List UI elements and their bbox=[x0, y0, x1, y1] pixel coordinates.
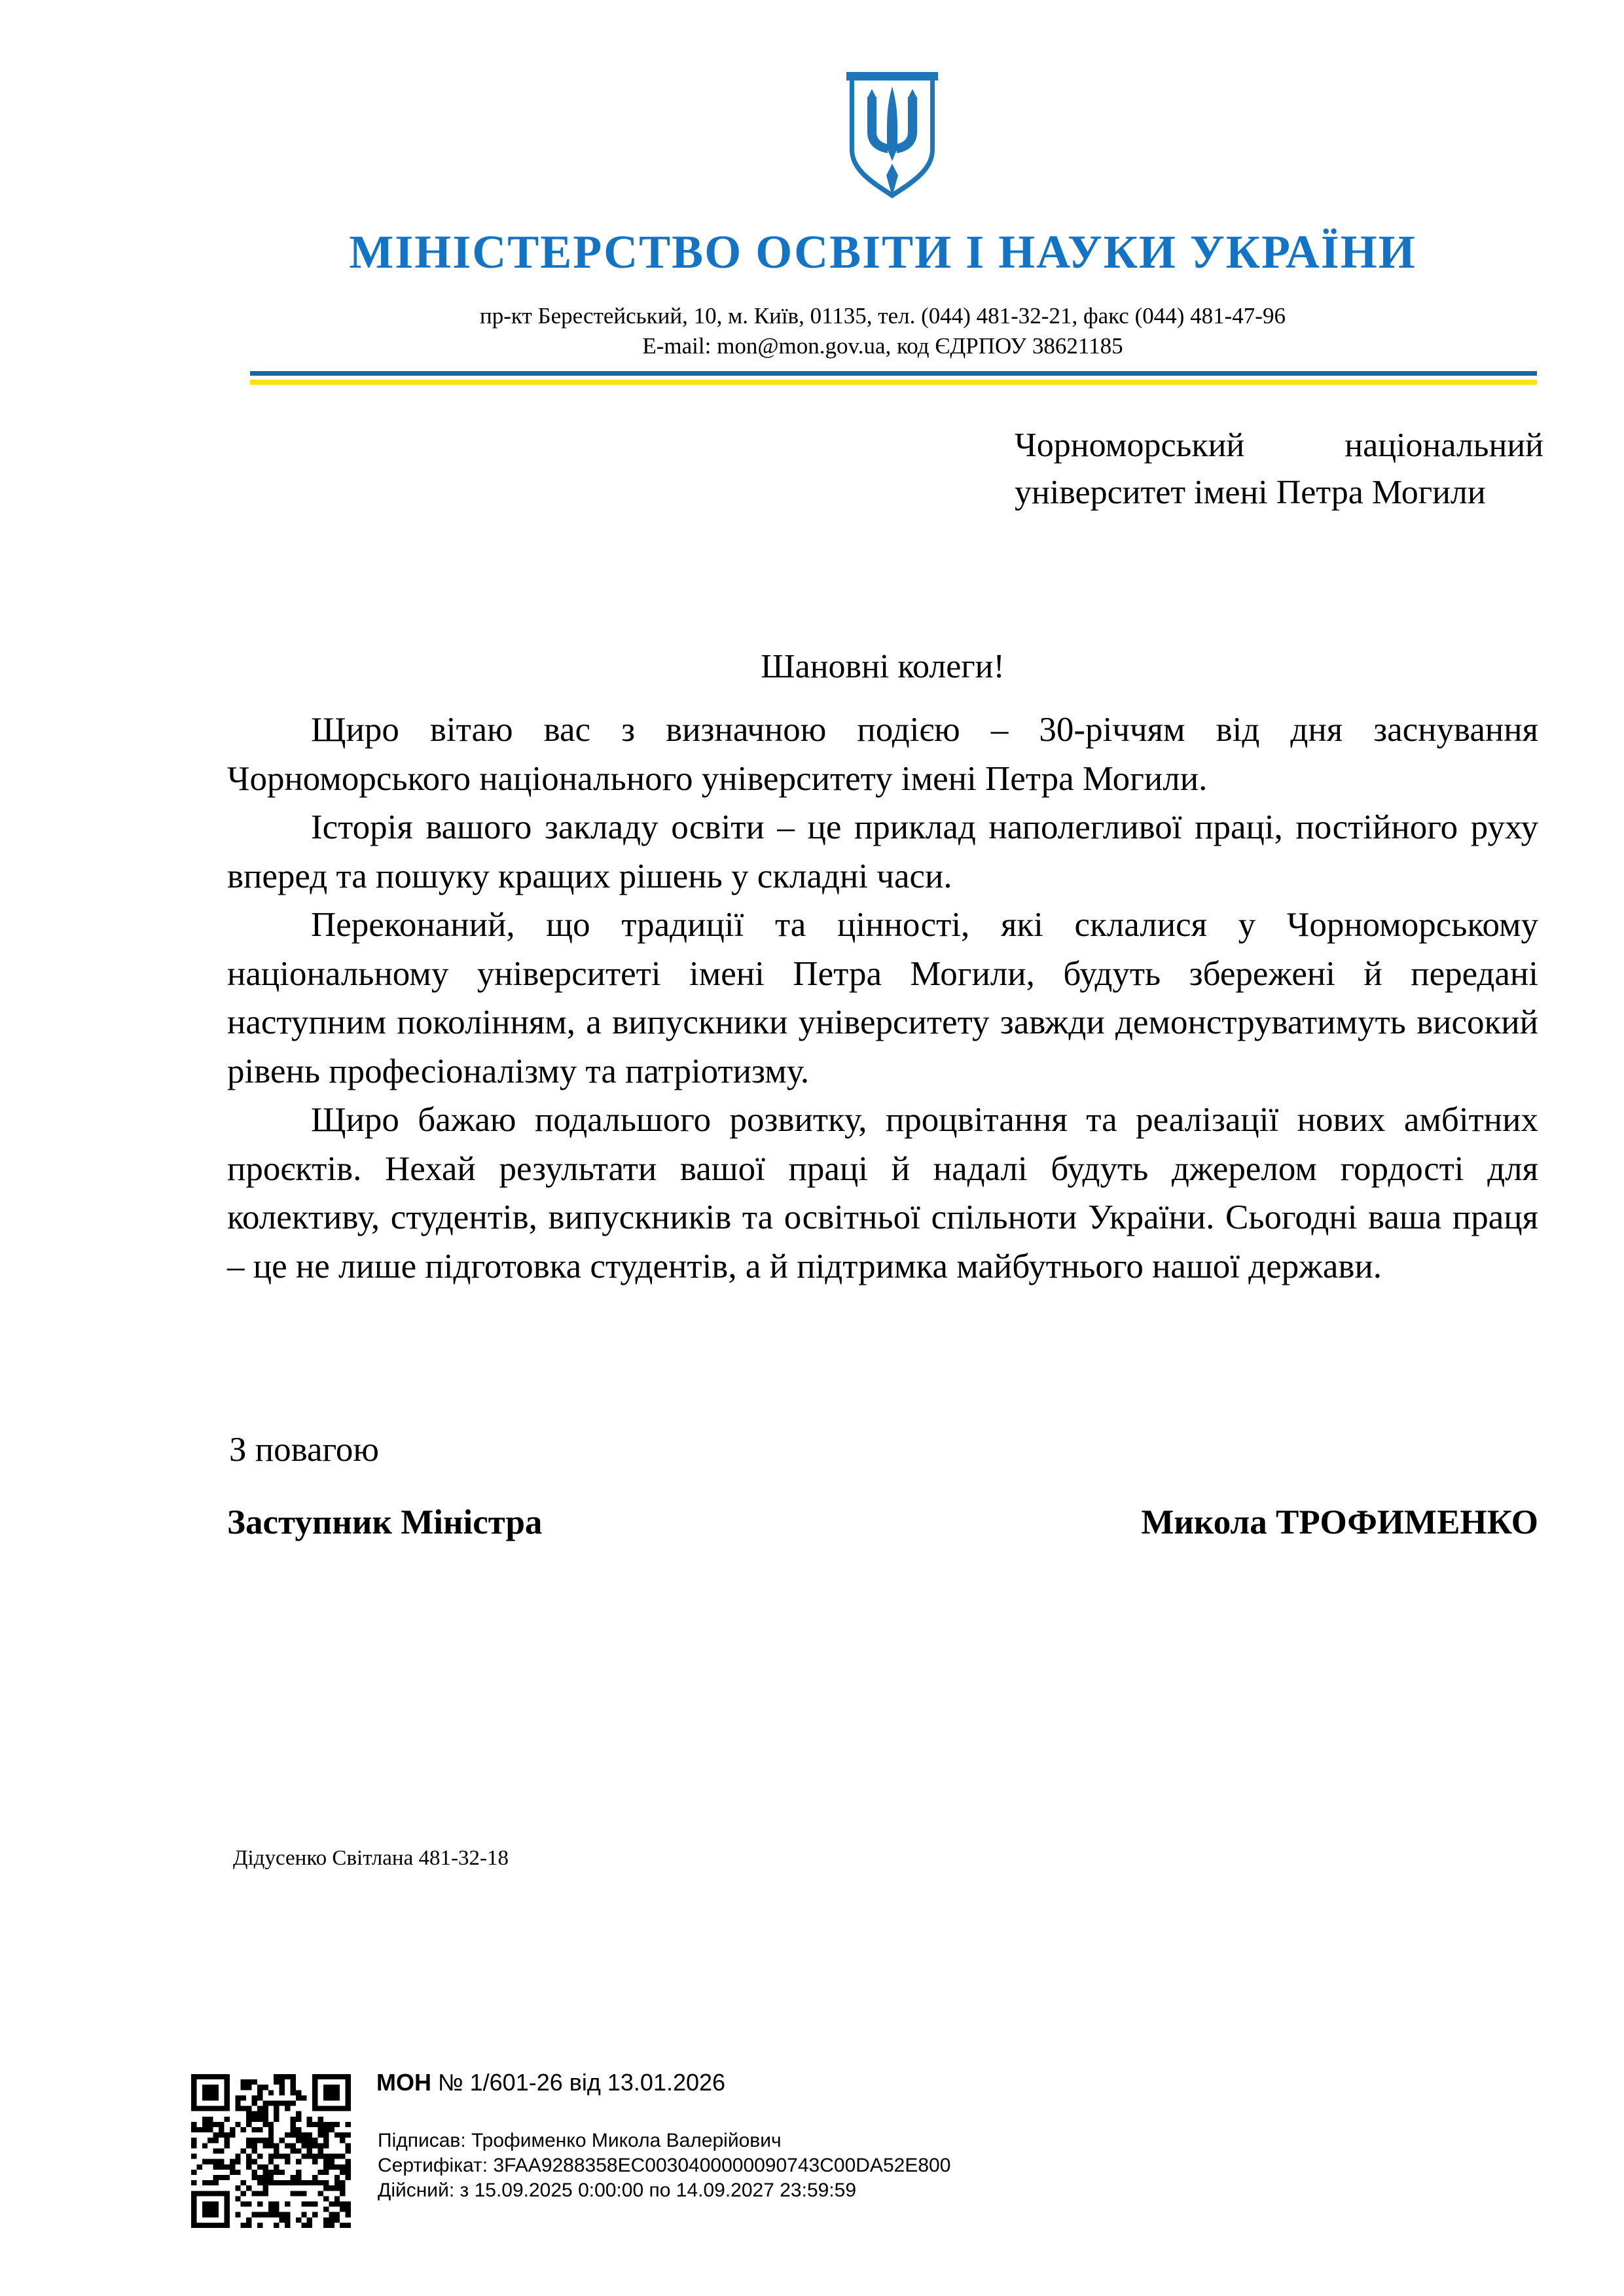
body-paragraph: Щиро вітаю вас з визначною подією – 30-річчям від дня заснування Чорноморського національного університету імені Петра Могили. bbox=[227, 711, 1538, 798]
ministry-email: E-mail: mon@mon.gov.ua, код ЄДРПОУ 38621185 bbox=[642, 333, 1123, 359]
signer-name: Микола ТРОФИМЕНКО bbox=[1141, 1503, 1538, 1541]
executor-contact: Дідусенко Світлана 481-32-18 bbox=[233, 1846, 509, 1870]
flag-rule-blue bbox=[250, 371, 1537, 376]
signed-by-line: Підписав: Трофименко Микола Валерійович bbox=[378, 2130, 782, 2151]
signer-title: Заступник Міністра bbox=[227, 1503, 543, 1541]
body-paragraph: Щиро бажаю подальшого розвитку, процвітання та реалізації нових амбітних проєктів. Нехай результати вашої праці й надалі будуть джерелом гордості для колективу, студентів, випускників та освітньої спільноти України. Сьогодні ваша праця – це не лише підготовка студентів, а й підтримка майбутнього нашої держави. bbox=[227, 1101, 1538, 1285]
body-paragraph: Переконаний, що традиції та цінності, які склалися у Чорноморському національному університеті імені Петра Могили, будуть збережені й передані наступним поколінням, а випускники університету завжди демонструватимуть високий рівень професіоналізму та патріотизму. bbox=[227, 906, 1538, 1090]
qr-code-icon bbox=[191, 2074, 351, 2228]
closing-phrase: З повагою bbox=[229, 1431, 380, 1469]
salutation: Шановні колеги! bbox=[761, 648, 1005, 685]
recipient-block: Чорноморський національний університет імені Петра Могили bbox=[1015, 427, 1543, 511]
validity-line: Дійсний: з 15.09.2025 0:00:00 по 14.09.2027 23:59:59 bbox=[378, 2179, 857, 2201]
ministry-address: пр-кт Берестейський, 10, м. Київ, 01135, тел. (044) 481-32-21, факс (044) 481-47-96 bbox=[480, 303, 1286, 329]
body-paragraph: Історія вашого закладу освіти – це приклад наполегливої праці, постійного руху вперед та пошуку кращих рішень у складні часи. bbox=[227, 808, 1538, 895]
ministry-title: МІНІСТЕРСТВО ОСВІТИ І НАУКИ УКРАЇНИ bbox=[349, 226, 1416, 278]
document-number-line bbox=[376, 2068, 725, 2096]
ukraine-trident-emblem-icon bbox=[846, 72, 938, 201]
doc-number: № 1/601-26 від 13.01.2026 bbox=[438, 2069, 726, 2096]
org-abbr: МОН bbox=[376, 2069, 431, 2096]
signature-meta bbox=[378, 2128, 950, 2203]
letter-body bbox=[227, 706, 1538, 1291]
signature-row bbox=[227, 1503, 1538, 1543]
flag-rule-yellow bbox=[250, 380, 1537, 385]
certificate-line: Сертифікат: 3FAA9288358EC0030400000090743C00DA52E800 bbox=[378, 2155, 951, 2176]
